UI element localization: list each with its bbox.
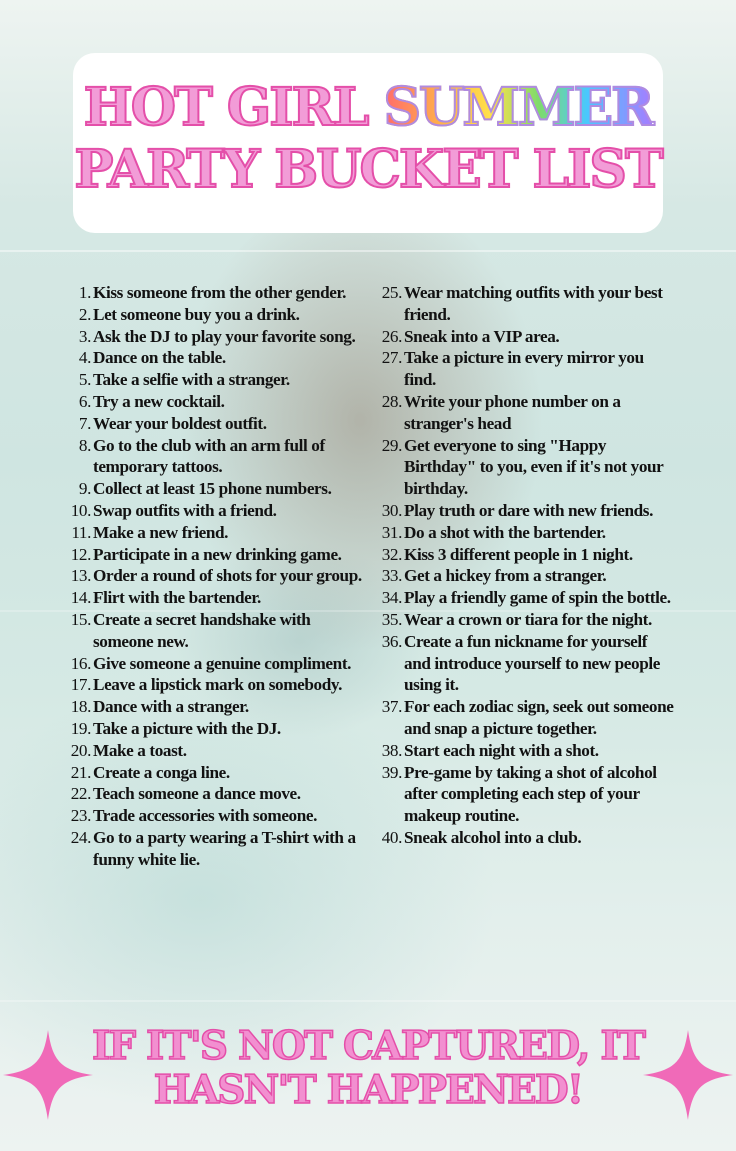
list-item-text: Start each night with a shot.	[404, 740, 599, 760]
list-item-number: 18.	[70, 697, 91, 717]
list-item-text: Teach someone a dance move.	[93, 784, 301, 804]
list-item	[64, 413, 369, 435]
list-item-text: Sneak into a VIP area.	[404, 326, 560, 346]
list-item-text: Dance with a stranger.	[93, 697, 249, 717]
list-item-number: 39.	[381, 762, 402, 782]
list-item-text: For each zodiac sign, seek out someone and snap a picture together.	[404, 697, 674, 738]
list-item-text: Sneak alcohol into a club.	[404, 827, 582, 847]
list-item-number: 36.	[381, 631, 402, 651]
title-card	[73, 53, 663, 233]
bucket-list-right-column	[374, 282, 674, 849]
list-item-number: 11.	[71, 522, 91, 542]
list-item	[64, 674, 369, 696]
list-item	[64, 696, 369, 718]
list-item	[374, 326, 674, 348]
list-item-number: 28.	[381, 391, 402, 411]
list-item-number: 31.	[381, 522, 402, 542]
list-item	[64, 522, 369, 544]
list-item-text: Let someone buy you a drink.	[93, 304, 300, 324]
list-item-text: Wear your boldest outfit.	[93, 413, 267, 433]
list-item	[374, 522, 674, 544]
list-item-text: Trade accessories with someone.	[93, 806, 318, 826]
list-item-number: 14.	[70, 588, 91, 608]
list-item	[64, 805, 369, 827]
water-ripple	[0, 250, 736, 252]
list-item-text: Flirt with the bartender.	[93, 588, 261, 608]
list-item	[374, 762, 674, 827]
list-item-number: 34.	[381, 588, 402, 608]
list-item-number: 37.	[381, 697, 402, 717]
list-item	[64, 435, 369, 479]
list-item-number: 4.	[78, 348, 91, 368]
list-item	[64, 783, 369, 805]
list-item-number: 15.	[70, 609, 91, 629]
list-item-number: 9.	[78, 479, 91, 499]
list-item-number: 26.	[381, 326, 402, 346]
water-ripple	[0, 1000, 736, 1002]
list-item	[64, 762, 369, 784]
list-item-text: Create a conga line.	[93, 762, 230, 782]
list-item-text: Go to a party wearing a T-shirt with a funny white lie.	[93, 827, 356, 869]
list-item	[64, 718, 369, 740]
list-item-text: Make a toast.	[93, 740, 187, 760]
list-item	[374, 435, 674, 500]
list-item	[374, 347, 674, 391]
list-item-number: 24.	[70, 827, 91, 847]
list-item-text: Swap outfits with a friend.	[93, 500, 277, 520]
list-item-text: Wear a crown or tiara for the night.	[404, 609, 652, 629]
footer-line-2: HASN'T HAPPENED!	[153, 1067, 583, 1113]
list-item-number: 25.	[381, 283, 402, 302]
list-item-text: Get a hickey from a stranger.	[404, 566, 607, 586]
list-item	[64, 347, 369, 369]
list-item	[374, 587, 674, 609]
list-item-text: Dance on the table.	[93, 348, 226, 368]
list-item-number: 5.	[78, 370, 91, 390]
list-item	[64, 827, 369, 871]
list-item-text: Wear matching outfits with your best friend.	[404, 283, 663, 324]
list-item-text: Try a new cocktail.	[93, 391, 225, 411]
list-item-text: Take a picture with the DJ.	[93, 718, 281, 738]
list-item	[64, 544, 369, 566]
list-item-number: 12.	[70, 544, 91, 564]
list-item	[64, 653, 369, 675]
list-item-number: 22.	[70, 784, 91, 804]
list-item-text: Kiss someone from the other gender.	[93, 283, 347, 302]
list-item-number: 6.	[78, 391, 91, 411]
list-item-number: 13.	[70, 566, 91, 586]
list-item-text: Pre-game by taking a shot of alcohol after completing each step of your makeup routine.	[404, 762, 657, 826]
list-item-text: Make a new friend.	[93, 522, 229, 542]
list-item-number: 21.	[70, 762, 91, 782]
list-item-number: 20.	[70, 740, 91, 760]
list-item	[374, 391, 674, 435]
list-item-number: 16.	[70, 653, 91, 673]
list-item-text: Leave a lipstick mark on somebody.	[93, 675, 343, 695]
list-item-text: Create a secret handshake with someone new.	[93, 609, 311, 651]
list-item-text: Collect at least 15 phone numbers.	[93, 479, 332, 499]
list-item-number: 10.	[70, 500, 91, 520]
list-item-number: 30.	[381, 500, 402, 520]
list-item	[374, 544, 674, 566]
list-item	[64, 478, 369, 500]
list-item-number: 35.	[381, 609, 402, 629]
sparkle-icon	[643, 1030, 733, 1120]
title-line-1	[73, 78, 663, 138]
list-item-text: Ask the DJ to play your favorite song.	[93, 326, 356, 346]
list-item-number: 40.	[381, 827, 402, 847]
list-item-text: Write your phone number on a stranger's head	[404, 391, 621, 433]
bucket-list-left-column	[64, 282, 369, 871]
title-rainbow-word: SUMMER	[383, 77, 653, 138]
list-item	[374, 631, 674, 696]
list-item	[374, 609, 674, 631]
list-item	[64, 282, 369, 304]
footer-slogan	[60, 1024, 676, 1112]
list-item-number: 17.	[70, 675, 91, 695]
list-item	[374, 565, 674, 587]
list-item	[64, 391, 369, 413]
list-item-number: 7.	[78, 413, 91, 433]
title-text: HOT GIRL	[83, 77, 384, 138]
list-item-number: 29.	[381, 435, 402, 455]
list-item	[374, 740, 674, 762]
list-item	[374, 696, 674, 740]
list-item-text: Participate in a new drinking game.	[93, 544, 342, 564]
list-item-number: 3.	[78, 326, 91, 346]
list-item-text: Go to the club with an arm full of temporary tattoos.	[93, 435, 325, 477]
list-item	[64, 565, 369, 587]
list-item-text: Create a fun nickname for yourself and introduce yourself to new people using it.	[404, 631, 660, 695]
list-item-number: 2.	[78, 304, 91, 324]
sparkle-icon	[3, 1030, 93, 1120]
list-item-text: Play truth or dare with new friends.	[404, 500, 653, 520]
list-item-text: Order a round of shots for your group.	[93, 566, 362, 586]
list-item-number: 33.	[381, 566, 402, 586]
list-item-text: Play a friendly game of spin the bottle.	[404, 588, 671, 608]
title-line-2: PARTY BUCKET LIST	[74, 139, 662, 200]
list-item	[64, 740, 369, 762]
list-item-number: 32.	[381, 544, 402, 564]
list-item	[64, 609, 369, 653]
list-item	[64, 500, 369, 522]
list-item-number: 27.	[381, 348, 402, 368]
list-item-text: Give someone a genuine compliment.	[93, 653, 352, 673]
list-item	[64, 587, 369, 609]
list-item	[64, 304, 369, 326]
footer-line-1: IF IT'S NOT CAPTURED, IT	[91, 1023, 645, 1069]
list-item-text: Kiss 3 different people in 1 night.	[404, 544, 633, 564]
list-item-number: 19.	[70, 718, 91, 738]
list-item-number: 1.	[78, 283, 91, 302]
list-item	[374, 282, 674, 326]
list-item-text: Take a selfie with a stranger.	[93, 370, 290, 390]
list-item-number: 8.	[78, 435, 91, 455]
list-item-text: Get everyone to sing "Happy Birthday" to you, even if it's not your birthday.	[404, 435, 664, 499]
list-item	[64, 326, 369, 348]
list-item	[374, 827, 674, 849]
list-item-number: 23.	[70, 806, 91, 826]
list-item-text: Take a picture in every mirror you find.	[404, 348, 644, 390]
list-item-text: Do a shot with the bartender.	[404, 522, 606, 542]
list-item	[64, 369, 369, 391]
list-item-number: 38.	[381, 740, 402, 760]
list-item	[374, 500, 674, 522]
